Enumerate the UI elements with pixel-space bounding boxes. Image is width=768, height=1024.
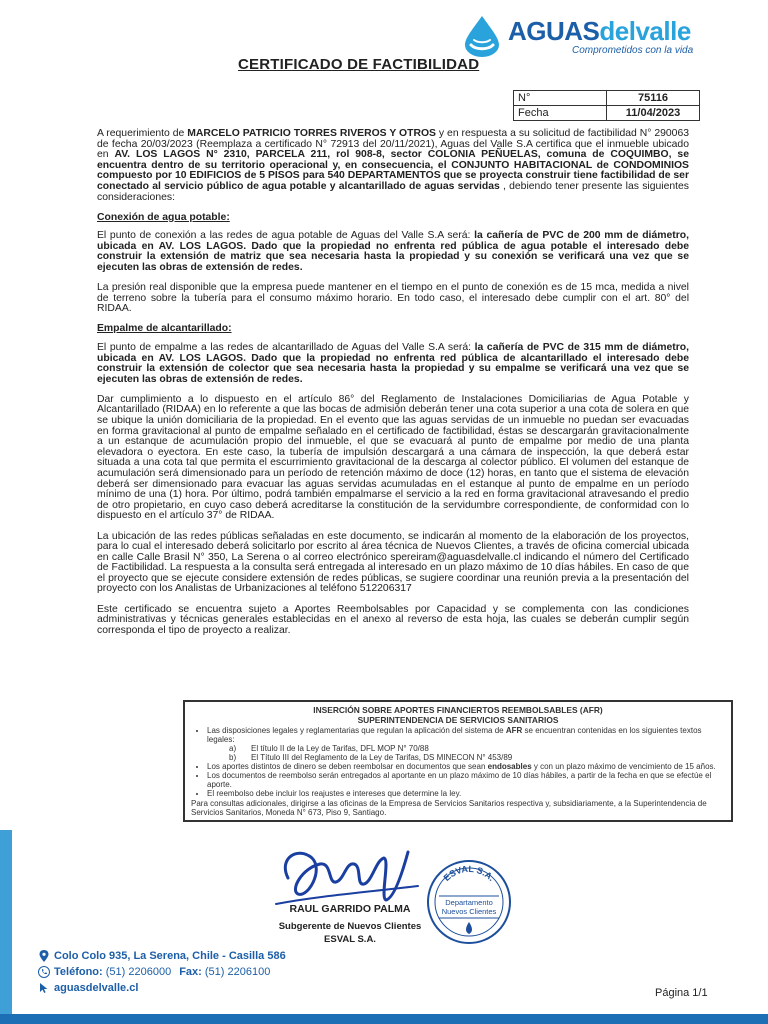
signer-company: ESVAL S.A. — [324, 934, 376, 945]
ridaa-compliance-paragraph: Dar cumplimiento a lo dispuesto en el artículo 86° del Reglamento de Instalaciones Domiciliarias de Agua Potable y Alcantarillado (RIDAA) en lo referente a que las bocas de admisión deberán tener una cota superior a una cota de solera en que se ubique la unión domiciliaria de la propiedad. En el evento que las aguas servidas de un inmueble no puedan ser evacuadas en forma gravitacional al punto de empalme señalado en el certificado de factibilidad, éstas se descargarán gravitacionalmente a un estanque de acumulación propio del inmueble, el que se evacuará al punto de empalme por medio de una planta elevadora o eyectora. En este caso, la tubería de impulsión descargará a una cámara de inspección, la que deberá estar situada a una cota tal que permita el escurrimiento gravitacional de la descarga al colector público. El volumen del estanque de acumulación será dimensionado para un período de retención máximo de doce (12) horas, en tanto que el sistema de elevación deberá ser dimensionado para evacuar las aguas servidas acumuladas en el estanque al punto de empalme en un período mínimo de una (1) hora. Por último, podrá también empalmarse el servicio a la red en forma gravitacional atravesando el predio de otro propietario, en cuyo caso deberá acreditarse la constitución de la servidumbre correspondiente, de conformidad con lo dispuesto en el artículo 37° de RIDAA. — [97, 393, 689, 522]
footer-address: Colo Colo 935, La Serena, Chile - Casilla 586 — [54, 950, 286, 962]
department-stamp — [425, 858, 513, 946]
document-title: CERTIFICADO DE FACTIBILIDAD — [238, 56, 480, 73]
afr-title: INSERCIÓN SOBRE APORTES FINANCIERTOS REEMBOLSABLES (AFR) — [313, 705, 603, 715]
company-logo — [462, 14, 702, 58]
subject-conditions-paragraph: Este certificado se encuentra sujeto a Aportes Reembolsables por Capacidad y se complementa con las condiciones administrativas y técnicas generales establecidas en el anexo al reverso de esta hoja, las cuales se deberán cumplir según corresponda el tipo de proyecto a realizar. — [97, 603, 689, 636]
table-row — [514, 106, 700, 121]
number-label: N° — [514, 91, 607, 106]
certificate-body — [97, 129, 689, 646]
requester-name: MARCELO PATRICIO TORRES RIVEROS Y OTROS — [187, 128, 436, 139]
page-number: Página 1/1 — [655, 987, 708, 999]
date-value: 11/04/2023 — [607, 106, 700, 121]
network-location-paragraph: La ubicación de las redes públicas señaladas en este documento, se indicarán al momento de la elaboración de los proyectos, para lo cual el interesado deberá solicitarlo por escrito al área técnica de Nuevos Clientes, a través de oficina comercial ubicada en calle Calle Brasil N° 350, La Serena o al correo electrónico spereiram@aguasdelvalle.cl indicando el número del Certificado de Factibilidad. La respuesta a la consulta será entregada al interesado en un plazo máximo de 10 días hábiles. En caso de que el proyecto que se ejecute considere extensión de redes públicas, se sugiere coordinar una reunión previa a la presentación del proyecto con los Analistas de Urbanizaciones al teléfono 512206317 — [97, 530, 689, 595]
afr-contact-note: Para consultas adicionales, dirigirse a las oficinas de la Empresa de Servicios Sanitarios respectiva y, subsidiariamente, a la Superintendencia de Servicios Sanitarios, Moneda N° 673, Piso 9, Santiago. — [191, 799, 707, 817]
handwritten-signature — [268, 838, 428, 910]
signer-block — [250, 903, 450, 945]
footer-phone-row — [38, 964, 286, 980]
stamp-line2: Nuevos Clientes — [441, 907, 497, 916]
decorative-left-stripe — [0, 830, 12, 1024]
date-label: Fecha — [514, 106, 607, 121]
phone-number: (51) 2206000 — [105, 966, 172, 978]
location-pin-icon — [38, 950, 50, 962]
sewer-connection-paragraph: El punto de empalme a las redes de alcantarillado de Aguas del Valle S.A será: la cañería de PVC de 315 mm de diámetro, ubicada en AV. LOS LAGOS. Dado que la propiedad no enfrenta red pública de alcantarillado el interesado debe construir la extensión de colector que sea necesaria hasta la propiedad y su empalme se verificará una vez que se ejecuten las obras de extensión de redes. — [97, 342, 690, 385]
water-connection-paragraph: El punto de conexión a las redes de agua potable de Aguas del Valle S.A será: la cañería de PVC de 200 mm de diámetro, ubicada en AV. LOS LAGOS. Dado que la propiedad no enfrenta red pública de agua potable el interesado debe construir la extensión de matriz que sea necesaria hasta la propiedad y su conexión se verificará una vez que se ejecuten las obras de extensión de redes. — [97, 230, 689, 274]
footer-address-row — [38, 948, 286, 964]
logo-tagline: Comprometidos con la vida — [572, 45, 694, 56]
water-drop-icon — [462, 14, 502, 58]
stamp-line1: Departamento — [445, 898, 493, 907]
fax-number: (51) 2206100 — [204, 966, 271, 978]
afr-notice-box — [183, 700, 733, 822]
number-value: 75116 — [607, 91, 700, 106]
water-section-heading: Conexión de agua potable: — [97, 211, 230, 223]
afr-list — [191, 726, 725, 798]
water-pressure-paragraph: La presión real disponible que la empresa puede mantener en el tiempo en el punto de conexión es de 15 mca, medida a nivel de terreno sobre la tubería para el consumo máximo horario. En todo caso, el interesado debe cumplir con el art. 80° del RIDAA. — [97, 282, 689, 315]
phone-icon — [38, 966, 50, 978]
footer-web-row — [38, 980, 286, 996]
signer-name: RAUL GARRIDO PALMA — [289, 903, 411, 915]
footer-contact — [38, 948, 286, 996]
table-row — [514, 91, 700, 106]
list-item: b) El Título III del Reglamento de la Ley de Tarifas, DS MINECON N° 453/89 — [229, 753, 513, 762]
phone-label: Teléfono: — [54, 966, 103, 978]
list-item: • Los documentos de reembolso serán entregados al aportante en un plazo máximo de 10 días hábiles, a partir de la fecha en que se efectúe el aporte. — [207, 771, 725, 789]
list-item: • El reembolso debe incluir los reajustes e intereses que determine la ley. — [207, 789, 725, 798]
signer-role: Subgerente de Nuevos Clientes — [278, 921, 422, 932]
logo-wordmark: AGUASdelvalle — [508, 16, 691, 46]
property-address: AV. LOS LAGOS N° 2310, PARCELA 211, rol 908-8, sector COLONIA PEÑUELAS, comuna de COQUIMBO, se encuentra dentro de su territorio operacional y, en consecuencia, el CONJUNTO HABITACIONAL de CONDOMINIOS compuesto por 10 EDIFICIOS de 5 PISOS para 540 DEPARTAMENTOS que se proyecta construir tiene factibilidad de ser conectado al servicio público de agua potable y alcantarillado de aguas servidas — [97, 149, 689, 192]
svg-text:ESVAL S.A.: ESVAL S.A. — [441, 863, 497, 883]
afr-subtitle: SUPERINTENDENCIA DE SERVICIOS SANITARIOS — [357, 714, 559, 725]
list-item: a) El título II de la Ley de Tarifas, DFL MOP N° 70/88 — [229, 744, 429, 753]
website-link[interactable]: aguasdelvalle.cl — [54, 982, 139, 994]
intro-paragraph: A requerimiento de MARCELO PATRICIO TORRES RIVEROS Y OTROS y en respuesta a su solicitud de factibilidad N° 290063 de fecha 20/03/2023 (Reemplaza a certificado N° 72913 del 20/11/2021), Aguas del Valle S.A certifica que el inmueble ubicado en AV. LOS LAGOS N° 2310, PARCELA 211, rol 908-8, sector COLONIA PEÑUELAS, comuna de COQUIMBO, se encuentra dentro de su territorio operacional y, en consecuencia, el CONJUNTO HABITACIONAL de CONDOMINIOS compuesto por 10 EDIFICIOS de 5 PISOS para 540 DEPARTAMENTOS que se proyecta construir tiene factibilidad de ser conectado al servicio público de agua potable y alcantarillado de aguas servidas , debiendo tener presente las siguientes consideraciones: — [97, 128, 690, 203]
decorative-bottom-band — [0, 1014, 768, 1024]
list-item: • Las disposiciones legales y reglamentarias que regulan la aplicación del sistema de AFR se encuentran contenidas en los siguientes textos legales: a) El título II de la Ley de Tarifas, DFL MOP N° 70/88 b) El Título III del Reglamento de la Ley de Tarifas, DS MINECON N° 453/89 — [207, 726, 725, 762]
certificate-number-table — [513, 90, 700, 121]
mouse-pointer-icon — [38, 982, 50, 994]
fax-label: Fax: — [179, 966, 202, 978]
list-item: • Los aportes distintos de dinero se deben reembolsar en documentos que sean endosables y con un plazo máximo de vencimiento de 15 años. — [207, 762, 725, 771]
sewer-section-heading: Empalme de alcantarillado: — [97, 323, 232, 335]
